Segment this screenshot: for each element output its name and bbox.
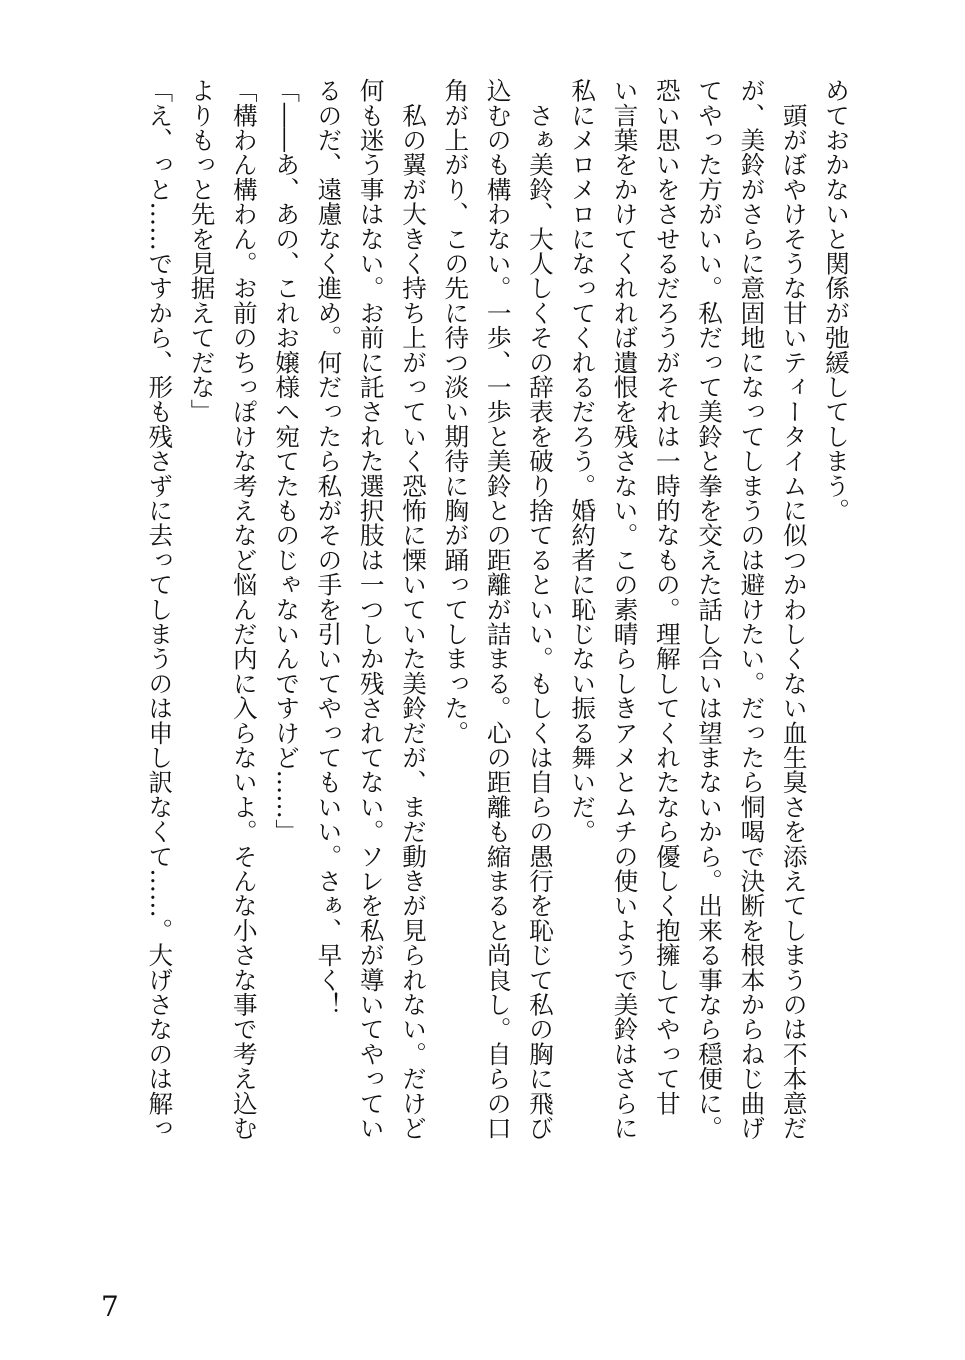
page-number: 7 [101, 1290, 119, 1323]
text-line: い言葉をかけてくれれば遺恨を残さない。この素晴らしきアメとムチの使いようで美鈴はさらに [610, 78, 640, 1141]
text-line: 頭がぼやけそうな甘いティータイムに似つかわしくない血生臭さを添えてしまうのは不本意だ [779, 78, 809, 1141]
text-line: 「え、っと……ですから、形も残さずに去ってしまうのは申し訳なくて……。大げさなのは解っ [145, 78, 175, 1141]
text-line: るのだ、遠慮なく進め。何だったら私がその手を引いてやってもいい。さぁ、早く！ [314, 78, 344, 1017]
text-line: 私の翼が大きく持ち上がっていく恐怖に慄いていた美鈴だが、まだ動きが見られない。だけど [399, 78, 429, 1141]
text-line: 「構わん構わん。お前のちっぽけな考えなど悩んだ内に入らないよ。そんな小さな事で考え込む [229, 78, 259, 1141]
text-line: 「――あ、あの、これお嬢様へ宛てたものじゃないんですけど……」 [272, 78, 302, 844]
text-line: さぁ美鈴、大人しくその辞表を破り捨てるといい。もしくは自らの愚行を恥じて私の胸に飛び [525, 78, 555, 1141]
text-line: よりもっと先を見据えてだな」 [187, 78, 217, 424]
text-line: 角が上がり、この先に待つ淡い期待に胸が踊ってしまった。 [441, 78, 471, 745]
vertical-text-body [117, 78, 857, 1228]
text-line: 何も迷う事はない。お前に託された選択肢は一つしか残されてない。ソレを私が導いてやってい [356, 78, 386, 1141]
text-line: めておかないと関係が弛緩してしまう。 [822, 78, 851, 523]
text-line: 私にメロメロになってくれるだろう。婚約者に恥じない振る舞いだ。 [568, 78, 598, 844]
text-line: 恐い思いをさせるだろうがそれは一時的なもの。理解してくれたなら優しく抱擁してやって甘 [652, 78, 682, 1116]
text-line: てやった方がいい。私だって美鈴と拳を交えた話し合いは望まないから。出来る事なら穏便に。 [695, 78, 725, 1141]
text-line: 込むのも構わない。一歩、一歩と美鈴との距離が詰まる。心の距離も縮まると尚良し。自らの口 [483, 78, 513, 1141]
text-line: が、美鈴がさらに意固地になってしまうのは避けたい。だったら恫喝で決断を根本からねじ曲げ [737, 78, 767, 1141]
